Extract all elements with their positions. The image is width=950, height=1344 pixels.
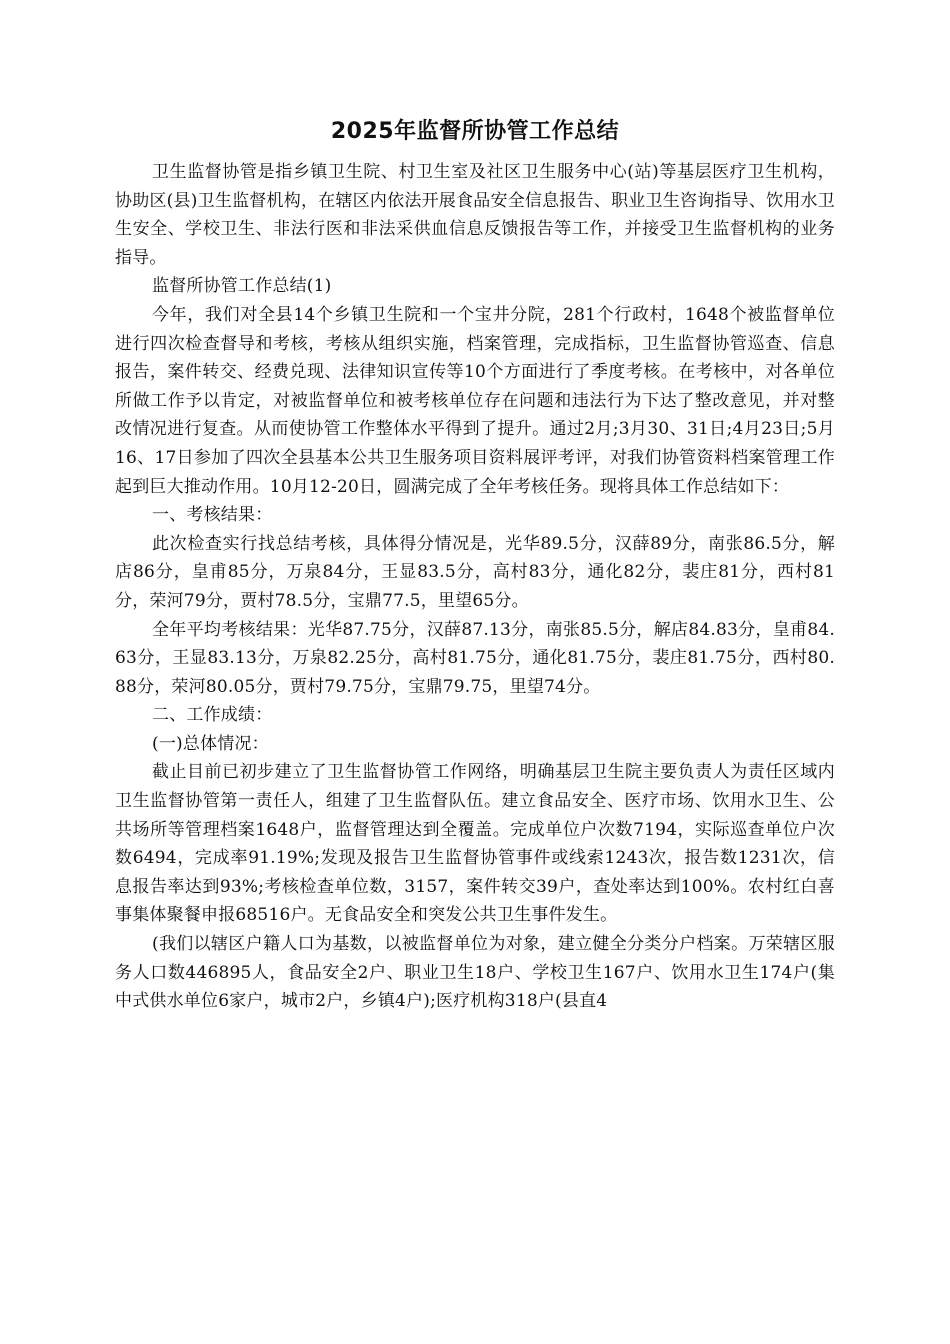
document-title: 2025年监督所协管工作总结 (330, 119, 620, 144)
paragraph-network: 截止目前已初步建立了卫生监督协管工作网络，明确基层卫生院主要负责人为责任区域内卫生监督协管第一责任人，组建了卫生监督队伍。建立食品安全、医疗市场、饮用水卫生、公共场所等管理档案1648户，监督管理达到全覆盖。完成单位户次数7194，实际巡查单位户次数6494，完成率91.19%;发现及报告卫生监督协管事件或线索1243次，报告数1231次，信息报告率达到93%;考核检查单位数，3157，案件转交39户，查处率达到100%。农村红白喜事集体聚餐申报68516户。无食品安全和突发公共卫生事件发生。 (115, 762, 835, 926)
paragraph-overview: 今年，我们对全县14个乡镇卫生院和一个宝井分院，281个行政村，1648个被监督单位进行四次检查督导和考核，考核从组织实施，档案管理，完成指标，卫生监督协管巡查、信息报告，案件转交、经费兑现、法律知识宣传等10个方面进行了季度考核。在考核中，对各单位所做工作予以肯定，对被监督单位和被考核单位存在问题和违法行为下达了整改意见，并对整改情况进行复查。从而使协管工作整体水平得到了提升。通过2月;3月30、31日;4月23日;5月16、17日参加了四次全县基本公共卫生服务项目资料展评考评，对我们协管资料档案管理工作起到巨大推动作用。10月12-20日，圆满完成了全年考核任务。现将具体工作总结如下： (115, 304, 835, 497)
paragraph-archives: (我们以辖区户籍人口为基数，以被监督单位为对象，建立健全分类分户档案。万荣辖区服务人口数446895人，食品安全2户、职业卫生18户、学校卫生167户、饮用水卫生174户(集中式供水单位6家户，城市2户，乡镇4户);医疗机构318户(县直4 (115, 934, 835, 1012)
paragraph-scores: 此次检查实行找总结考核，具体得分情况是，光华89.5分，汉薛89分，南张86.5分，解店86分，皇甫85分，万泉84分，王显83.5分，高村83分，通化82分，裴庄81分，西村81分，荣河79分，贾村78.5分，宝鼎77.5，里望65分。 (115, 533, 835, 611)
document-body (115, 116, 835, 1016)
paragraph-section-heading: 监督所协管工作总结(1) (152, 276, 332, 297)
paragraph-annual-average: 全年平均考核结果：光华87.75分，汉薛87.13分，南张85.5分，解店84.83分，皇甫84.63分，王显83.13分，万泉82.25分，高村81.75分，通化81.75分，裴庄81.75分，西村80.88分，荣河80.05分，贾村79.75分，宝鼎79.75，里望74分。 (115, 619, 835, 697)
paragraph-heading-achievements: 二、工作成绩： (152, 705, 273, 726)
paragraph-heading-results: 一、考核结果： (152, 505, 273, 526)
paragraph-subheading-overall: (一)总体情况： (152, 733, 269, 754)
paragraph-intro: 卫生监督协管是指乡镇卫生院、村卫生室及社区卫生服务中心(站)等基层医疗卫生机构，协助区(县)卫生监督机构，在辖区内依法开展食品安全信息报告、职业卫生咨询指导、饮用水卫生安全、学校卫生、非法行医和非法采供血信息反馈报告等工作，并接受卫生监督机构的业务指导。 (115, 162, 835, 268)
